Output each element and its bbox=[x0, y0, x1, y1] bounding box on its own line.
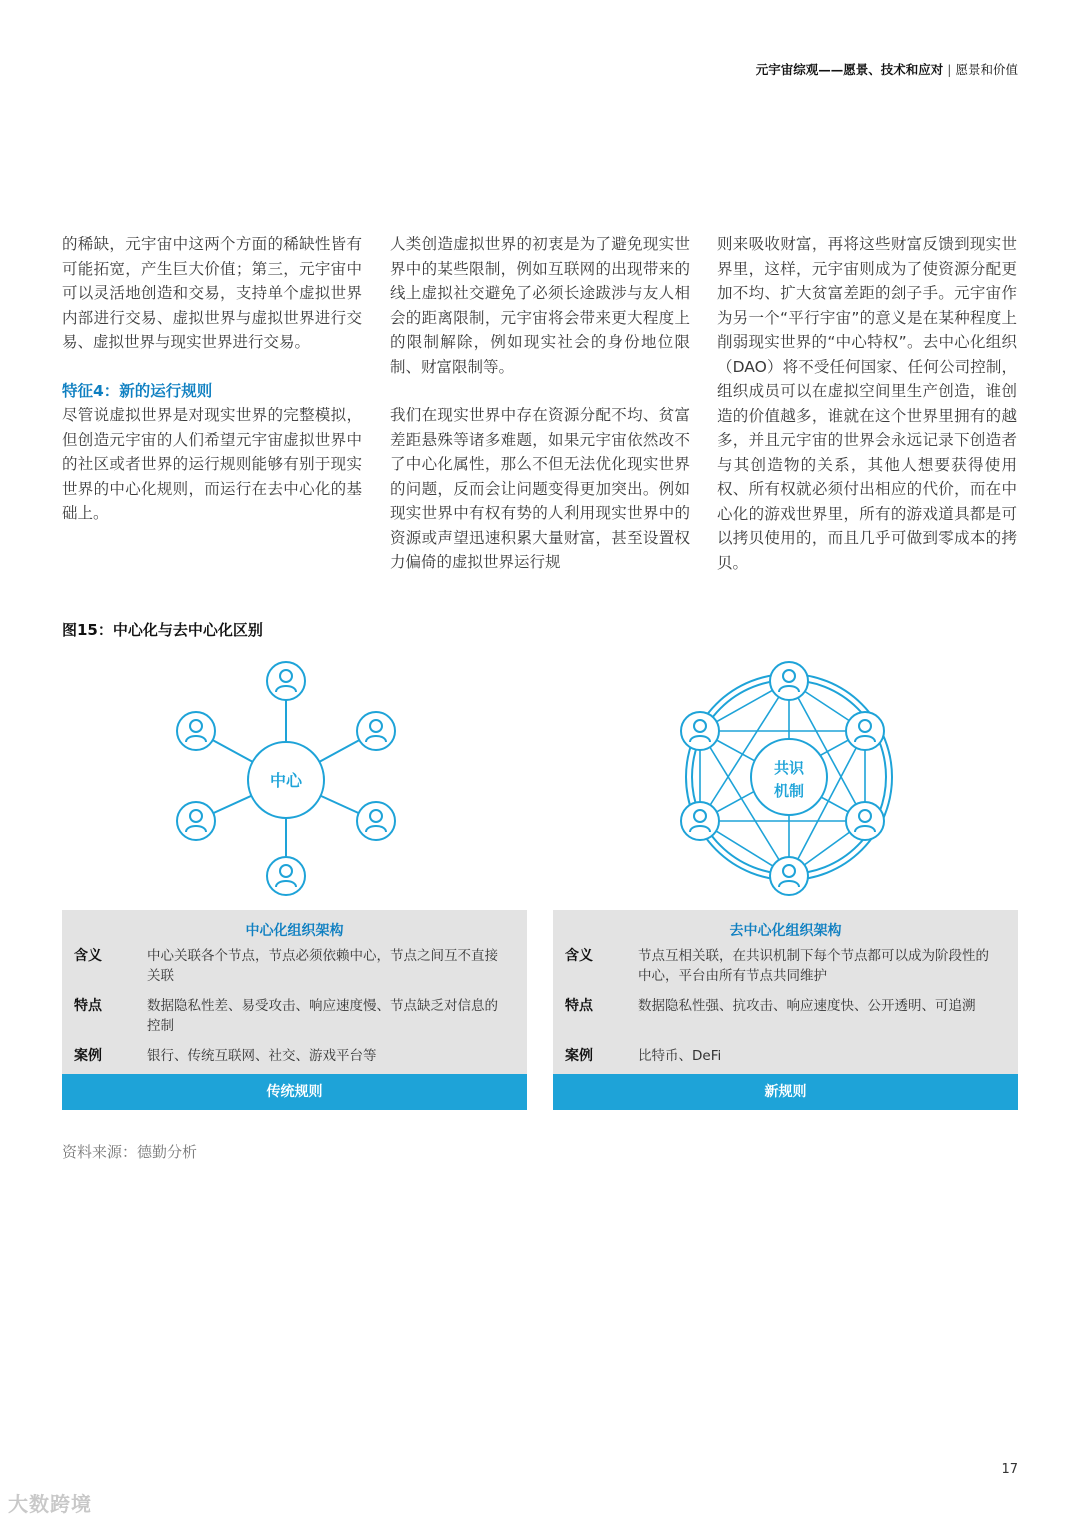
figure-title: 图15：中心化与去中心化区别 bbox=[62, 621, 263, 639]
row-value: 比特币、DeFi bbox=[638, 1048, 722, 1064]
running-header bbox=[756, 60, 1018, 78]
row-value: 中心关联各个节点，节点必须依赖中心，节点之间互不直接关联 bbox=[147, 948, 498, 984]
page-number: 17 bbox=[1001, 1462, 1018, 1477]
source-note: 资料来源：德勤分析 bbox=[62, 1143, 198, 1161]
person-icon bbox=[681, 712, 719, 750]
consensus-node bbox=[751, 739, 827, 815]
row-label: 含义 bbox=[565, 948, 593, 964]
consensus-label-line1: 共识 bbox=[773, 759, 805, 777]
person-icon bbox=[846, 802, 884, 840]
paragraph: 人类创造虚拟世界的初衷是为了避免现实世界中的某些限制，例如互联网的出现带来的线上虚拟社交避免了必须长途跋涉与友人相会的距离限制，元宇宙将会带来更大程度上的限制解除，例如现实社会的身份地位限制、财富限制等。 bbox=[390, 235, 690, 376]
text-column-3 bbox=[717, 232, 1017, 575]
decentralized-panel bbox=[553, 910, 1018, 1110]
decentralized-network bbox=[681, 662, 892, 895]
section-heading: 特征4：新的运行规则 bbox=[62, 381, 213, 400]
person-icon bbox=[357, 802, 395, 840]
row-label: 案例 bbox=[565, 1048, 593, 1064]
row-label: 特点 bbox=[74, 998, 102, 1014]
row-value: 数据隐私性差、易受攻击、响应速度慢、节点缺乏对信息的控制 bbox=[147, 998, 498, 1034]
header-title: 元宇宙综观——愿景、技术和应对 bbox=[755, 62, 944, 77]
text-column-2 bbox=[390, 232, 690, 575]
panel-footer-bar: 新规则 bbox=[553, 1074, 1018, 1110]
paragraph: 的稀缺，元宇宙中这两个方面的稀缺性皆有可能拓宽，产生巨大价值；第三，元宇宙中可以灵活地创造和交易，支持单个虚拟世界内部进行交易、虚拟世界与虚拟世界进行交易、虚拟世界与现实世界进行交易。 bbox=[62, 235, 362, 351]
consensus-label-line2: 机制 bbox=[773, 782, 805, 800]
person-icon bbox=[357, 712, 395, 750]
person-icon bbox=[267, 857, 305, 895]
person-icon bbox=[681, 802, 719, 840]
person-icon bbox=[177, 802, 215, 840]
paragraph: 则来吸收财富，再将这些财富反馈到现实世界里，这样，元宇宙则成为了使资源分配更加不均、扩大贫富差距的刽子手。元宇宙作为另一个“平行宇宙”的意义是在某种程度上削弱现实世界的“中心特权”。去中心化组织（DAO）将不受任何国家、任何公司控制，组织成员可以在虚拟空间里生产创造，谁创造的价值越多，谁就在这个世界里拥有的越多，并且元宇宙的世界会永远记录下创造者与其创造物的关系，其他人想要获得使用权、所有权就必须付出相应的代价，而在中心化的游戏世界里，所有的游戏道具都是可以拷贝使用的，而且几乎可做到零成本的拷贝。 bbox=[717, 235, 1017, 572]
panel-title: 去中心化组织架构 bbox=[729, 923, 842, 939]
row-value: 银行、传统互联网、社交、游戏平台等 bbox=[147, 1048, 377, 1064]
hub-label: 中心 bbox=[269, 771, 303, 790]
person-icon bbox=[846, 712, 884, 750]
person-icon bbox=[267, 662, 305, 700]
panel-title: 中心化组织架构 bbox=[245, 923, 344, 939]
row-label: 案例 bbox=[74, 1048, 102, 1064]
centralized-panel bbox=[62, 910, 527, 1110]
paragraph: 尽管说虚拟世界是对现实世界的完整模拟，但创造元宇宙的人们希望元宇宙虚拟世界中的社区或者世界的运行规则能够有别于现实世界的中心化规则，而运行在去中心化的基础上。 bbox=[62, 406, 362, 522]
paragraph: 我们在现实世界中存在资源分配不均、贫富差距悬殊等诸多难题，如果元宇宙依然改不了中心化属性，那么不但无法优化现实世界的问题，反而会让问题变得更加突出。例如现实世界中有权有势的人利用现实世界中的资源或声望迅速积累大量财富，甚至设置权力偏倚的虚拟世界运行规 bbox=[390, 406, 690, 571]
header-separator: | bbox=[947, 62, 952, 77]
header-section: 愿景和价值 bbox=[955, 62, 1018, 77]
network-diagram bbox=[0, 640, 1080, 910]
person-icon bbox=[770, 662, 808, 700]
row-value: 数据隐私性强、抗攻击、响应速度快、公开透明、可追溯 bbox=[638, 998, 976, 1014]
person-icon bbox=[770, 857, 808, 895]
row-label: 含义 bbox=[74, 948, 102, 964]
row-value: 节点互相关联，在共识机制下每个节点都可以成为阶段性的中心，平台由所有节点共同维护 bbox=[638, 948, 989, 984]
panel-footer-bar: 传统规则 bbox=[62, 1074, 527, 1110]
watermark-logo: 大数跨境 bbox=[8, 1492, 92, 1516]
centralized-network bbox=[177, 662, 395, 895]
text-column-1 bbox=[62, 232, 362, 526]
person-icon bbox=[177, 712, 215, 750]
row-label: 特点 bbox=[565, 998, 593, 1014]
